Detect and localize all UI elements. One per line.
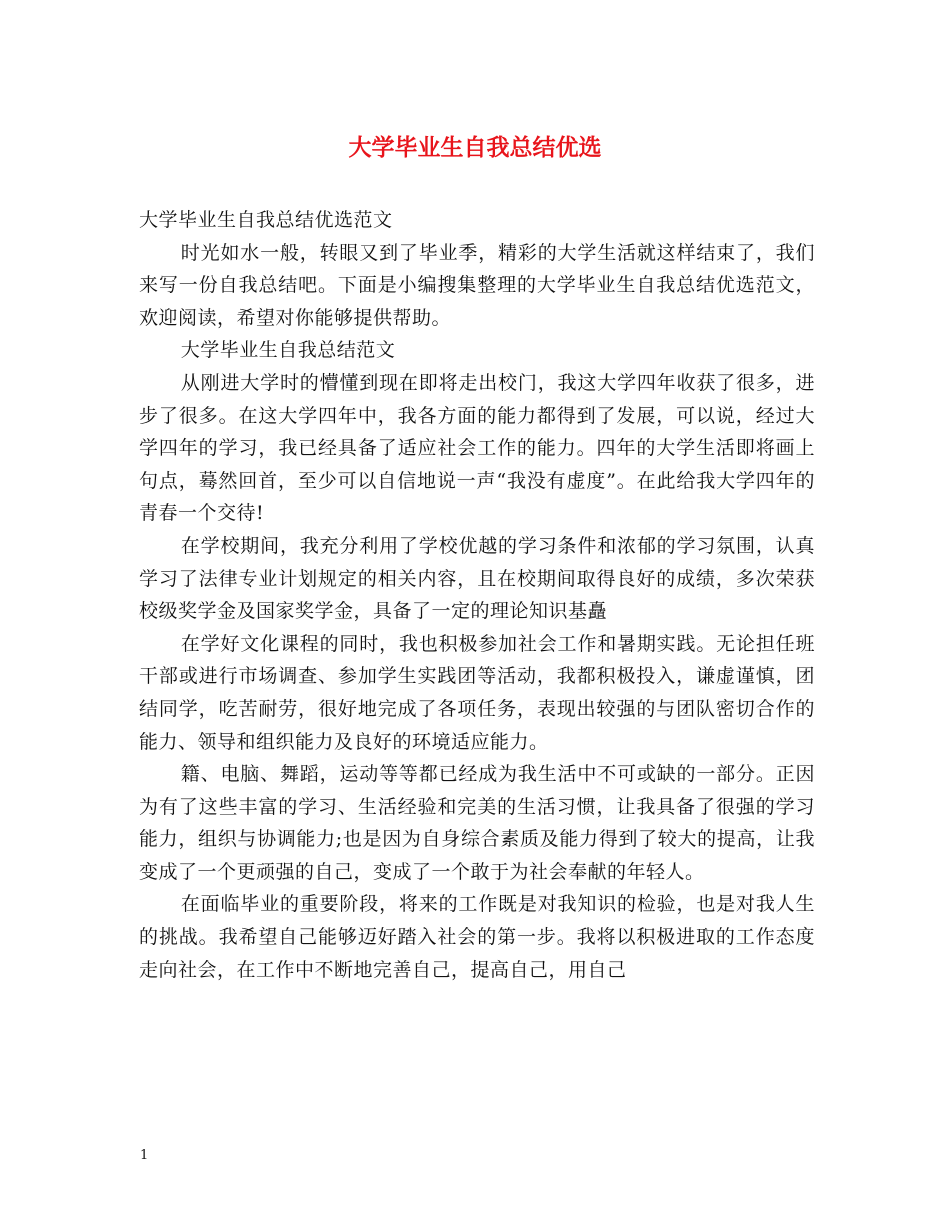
body-paragraph: 在面临毕业的重要阶段，将来的工作既是对我知识的检验，也是对我人生的挑战。我希望自己能够迈好踏入社会的第一步。我将以积极进取的工作态度走向社会，在工作中不断地完善自己，提高自己，用自己 (139, 893, 815, 981)
document-body (139, 204, 815, 986)
body-paragraph: 籍、电脑、舞蹈，运动等等都已经成为我生活中不可或缺的一部分。正因为有了这些丰富的学习、生活经验和完美的生活习惯，让我具备了很强的学习能力，组织与协调能力;也是因为自身综合素质及能力得到了较大的提高，让我变成了一个更顽强的自己，变成了一个敢于为社会奉献的年轻人。 (139, 763, 815, 883)
document-title: 大学毕业生自我总结优选 (348, 135, 602, 161)
body-paragraph: 在学校期间，我充分利用了学校优越的学习条件和浓郁的学习氛围，认真学习了法律专业计划规定的相关内容，且在校期间取得良好的成绩，多次荣获校级奖学金及国家奖学金，具备了一定的理论知识基矗 (139, 534, 815, 623)
section-heading-paragraph: 大学毕业生自我总结范文 (180, 339, 396, 362)
intro-paragraph: 时光如水一般，转眼又到了毕业季，精彩的大学生活就这样结束了，我们来写一份自我总结吧。下面是小编搜集整理的大学毕业生自我总结优选范文，欢迎阅读，希望对你能够提供帮助。 (139, 241, 815, 329)
subtitle-paragraph: 大学毕业生自我总结优选范文 (139, 209, 393, 231)
body-paragraph: 从刚进大学时的懵懂到现在即将走出校门，我这大学四年收获了很多，进步了很多。在这大学四年中，我各方面的能力都得到了发展，可以说，经过大学四年的学习，我已经具备了适应社会工作的能力。四年的大学生活即将画上句点，蓦然回首，至少可以自信地说一声“我没有虚度”。在此给我大学四年的青春一个交待! (139, 371, 815, 525)
body-paragraph: 在学好文化课程的同时，我也积极参加社会工作和暑期实践。无论担任班干部或进行市场调查、参加学生实践团等活动，我都积极投入，谦虚谨慎，团结同学，吃苦耐劳，很好地完成了各项任务，表现出较强的与团队密切合作的能力、领导和组织能力及良好的环境适应能力。 (139, 632, 815, 753)
page-number: 1 (140, 1148, 149, 1163)
